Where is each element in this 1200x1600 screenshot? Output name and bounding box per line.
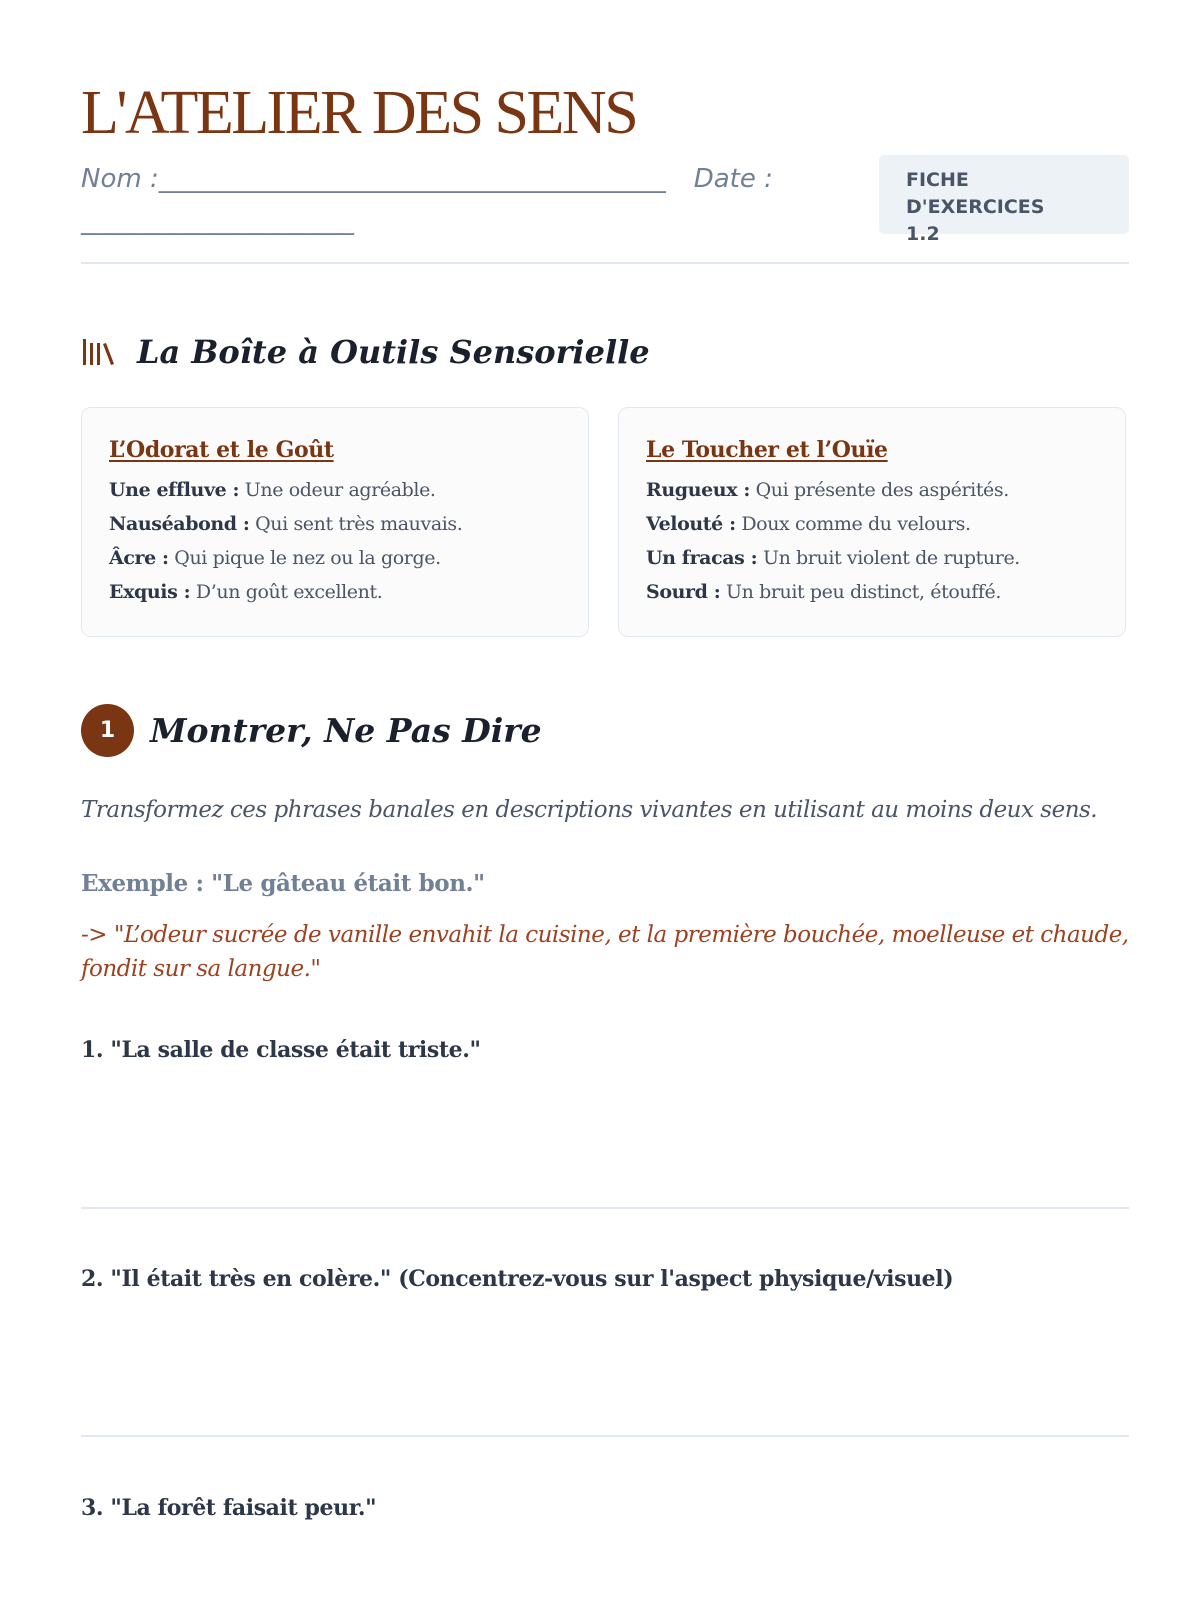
vocab-definition: Doux comme du velours. xyxy=(741,513,971,535)
vocab-definition: Qui pique le nez ou la gorge. xyxy=(174,547,441,569)
toolbox-heading-text: La Boîte à Outils Sensorielle xyxy=(137,333,650,371)
vocab-item xyxy=(109,541,562,575)
vocab-term: Sourd : xyxy=(646,581,721,603)
vocab-term: Rugueux : xyxy=(646,479,750,501)
example-answer: -> "L’odeur sucrée de vanille envahit la cuisine, et la première bouchée, moelleuse et chaude, fondit sur sa langue." xyxy=(81,922,1129,982)
answer-line-2[interactable] xyxy=(81,1435,1129,1437)
worksheet-page xyxy=(81,0,1129,1600)
vocab-item xyxy=(109,473,562,507)
vocab-item xyxy=(646,507,1099,541)
name-label: Nom : xyxy=(81,164,159,194)
badge-number: 1.2 xyxy=(906,223,940,245)
name-blank[interactable]: _______________________________________ xyxy=(158,164,666,194)
example-label: Exemple : "Le gâteau était bon." xyxy=(81,870,485,897)
header-divider xyxy=(81,262,1129,264)
page-title: L'ATELIER DES SENS xyxy=(81,79,637,147)
exercise-heading xyxy=(81,704,542,757)
vocab-term: Nauséabond : xyxy=(109,513,250,535)
question-2: 2. "Il était très en colère." (Concentrez-vous sur l'aspect physique/visuel) xyxy=(81,1266,954,1292)
vocab-term: Une effluve : xyxy=(109,479,240,501)
vocab-definition: D’un goût excellent. xyxy=(195,581,383,603)
vocab-definition: Qui sent très mauvais. xyxy=(255,513,463,535)
date-blank[interactable]: _____________________ xyxy=(81,206,354,236)
vocab-item xyxy=(646,541,1099,575)
vocab-term: Velouté : xyxy=(646,513,736,535)
question-1: 1. "La salle de classe était triste." xyxy=(81,1037,481,1063)
vocab-item xyxy=(109,575,562,609)
vocab-term: Exquis : xyxy=(109,581,191,603)
exercise-instruction: Transformez ces phrases banales en descriptions vivantes en utilisant au moins deux sens. xyxy=(81,797,1098,823)
vocab-item xyxy=(646,473,1099,507)
toolbox-heading xyxy=(81,333,650,371)
vocab-definition: Un bruit violent de rupture. xyxy=(762,547,1020,569)
exercise-number-badge: 1 xyxy=(81,704,134,757)
vocab-term: Un fracas : xyxy=(646,547,758,569)
question-3: 3. "La forêt faisait peur." xyxy=(81,1495,377,1521)
answer-line-1[interactable] xyxy=(81,1207,1129,1209)
exercise-heading-text: Montrer, Ne Pas Dire xyxy=(150,711,542,750)
vocab-definition: Une odeur agréable. xyxy=(244,479,436,501)
vocab-definition: Qui présente des aspérités. xyxy=(755,479,1009,501)
card-title: Le Toucher et l’Ouïe xyxy=(646,437,888,463)
vocab-definition: Un bruit peu distinct, étouffé. xyxy=(725,581,1001,603)
name-date-line xyxy=(81,158,841,242)
vocab-item xyxy=(646,575,1099,609)
card-title: L’Odorat et le Goût xyxy=(109,437,334,463)
worksheet-badge xyxy=(879,155,1129,245)
badge-title: FICHE D'EXERCICES xyxy=(906,169,1045,218)
vocab-card-smell-taste xyxy=(81,407,589,637)
vocab-term: Âcre : xyxy=(109,547,169,569)
books-icon xyxy=(81,336,115,368)
date-label: Date : xyxy=(693,164,773,194)
vocab-item xyxy=(109,507,562,541)
vocab-card-touch-hearing xyxy=(618,407,1126,637)
